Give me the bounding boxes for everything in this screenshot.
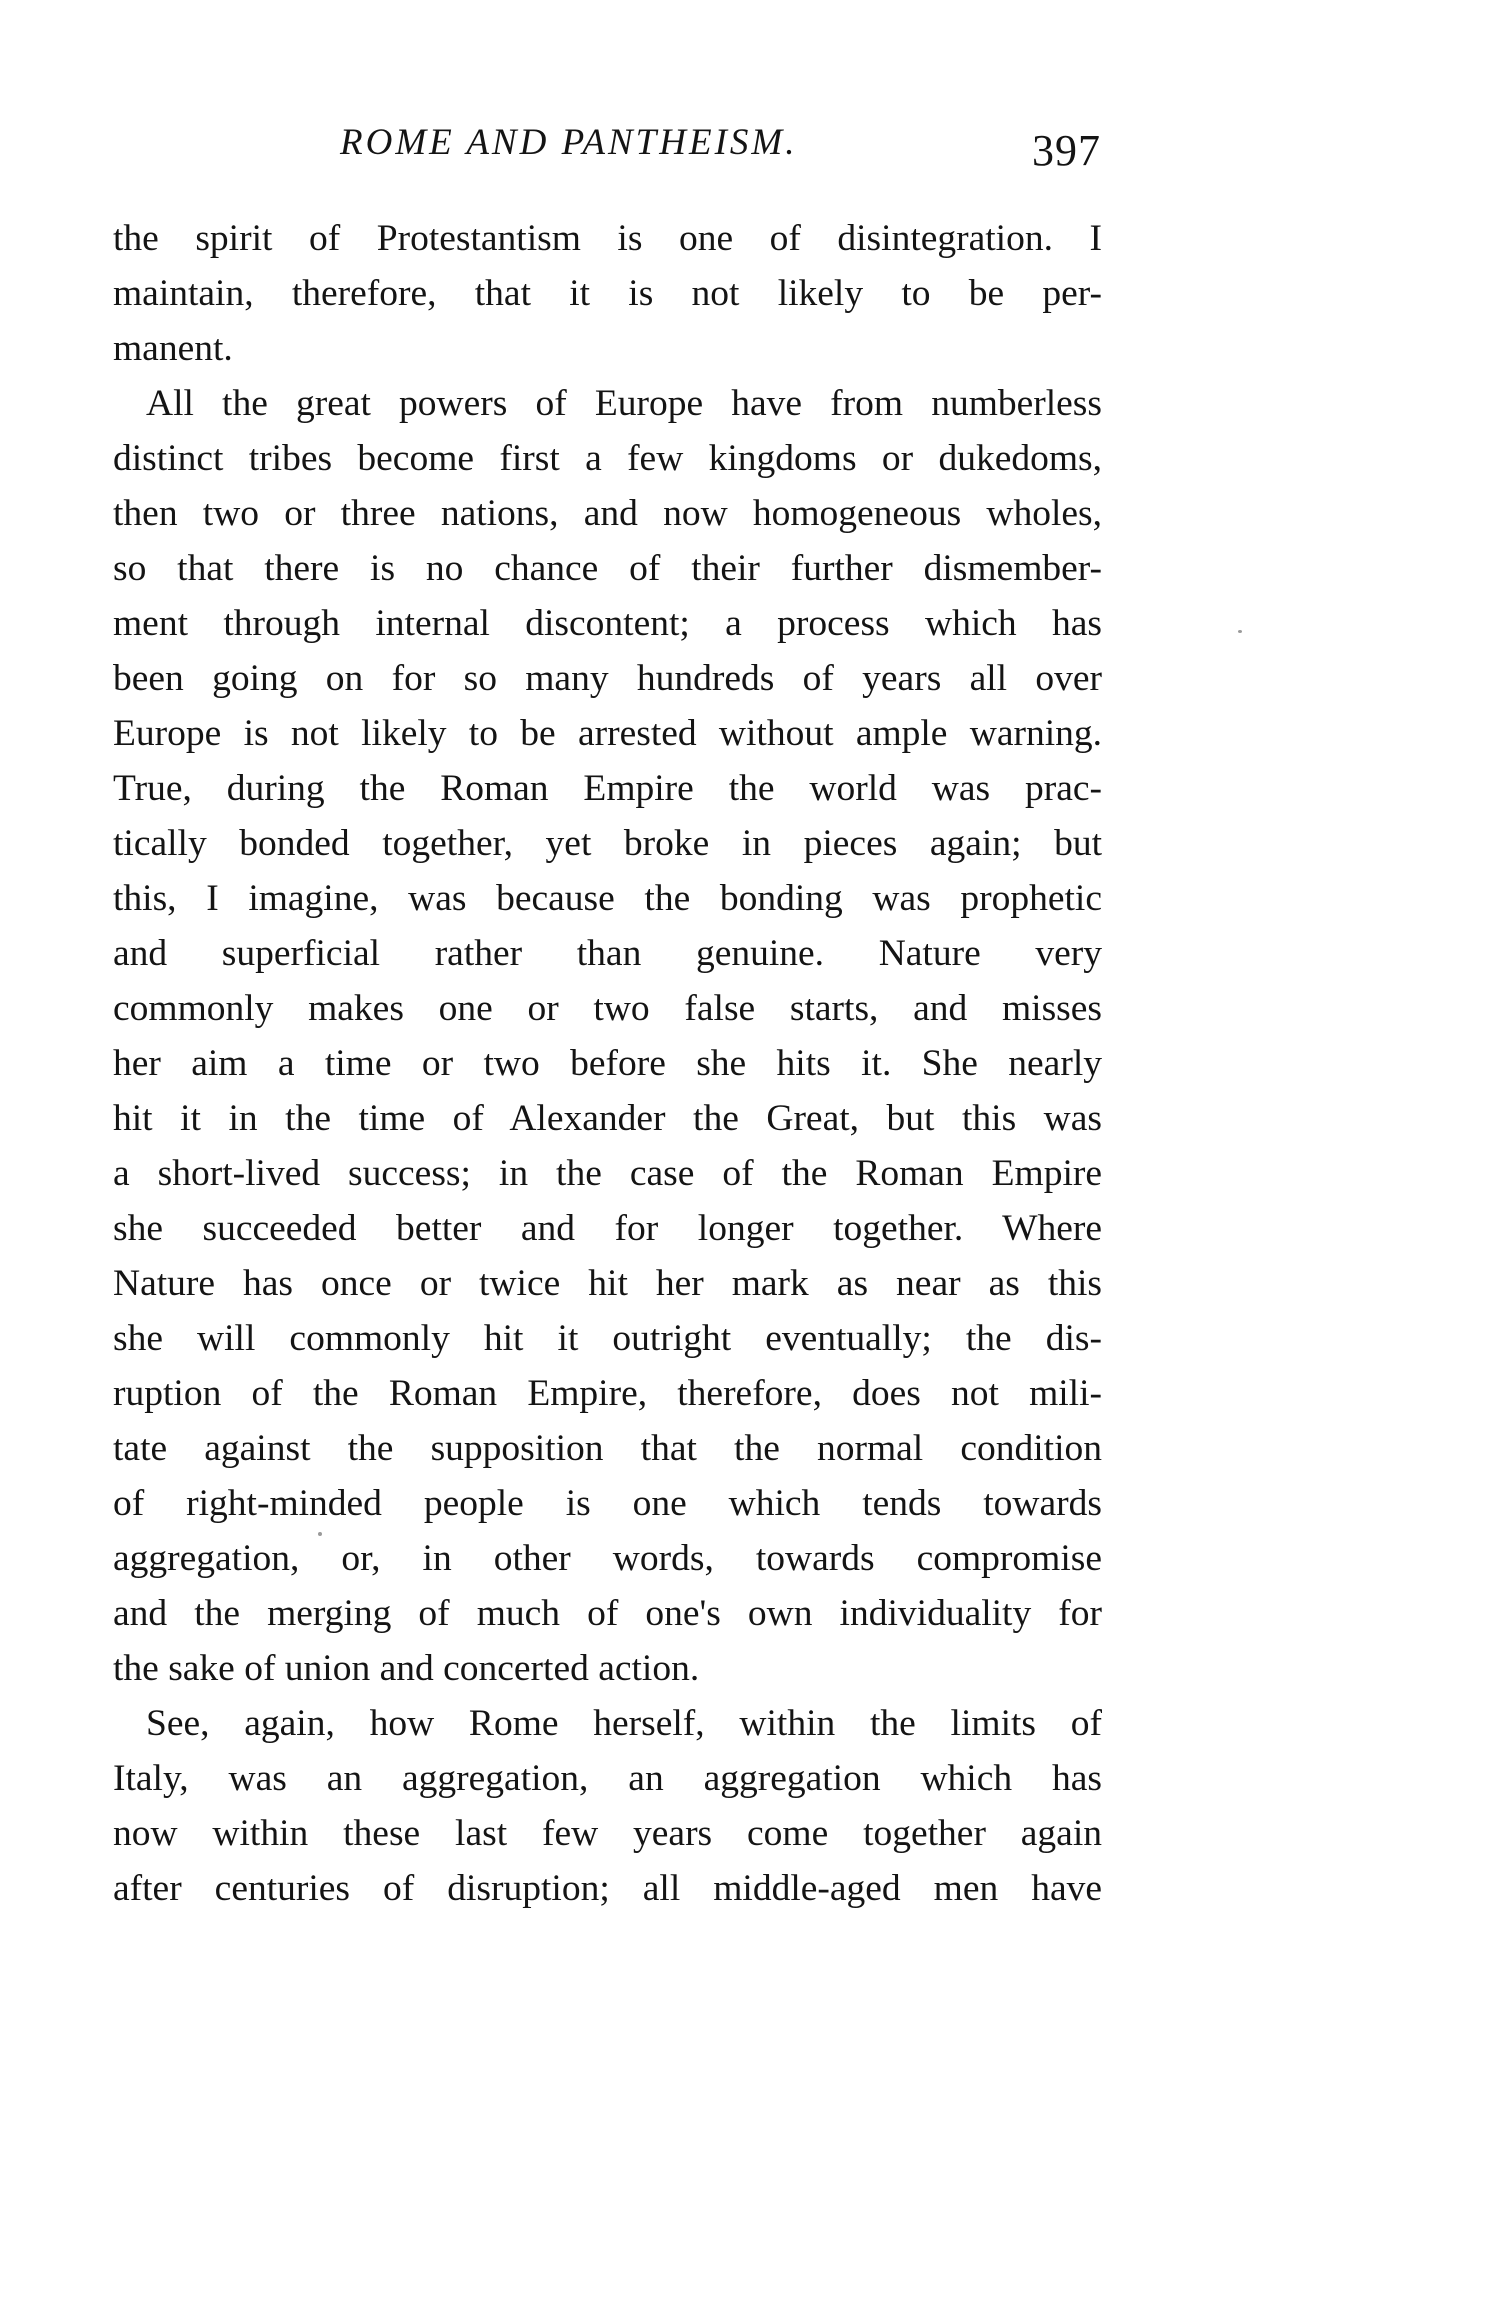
text-line: after centuries of disruption; all middle-aged men have <box>113 1868 1102 1909</box>
body-text <box>113 211 1102 1916</box>
text-line: she succeeded better and for longer together. Where <box>113 1208 1102 1249</box>
text-line: Italy, was an aggregation, an aggregation which has <box>113 1758 1102 1799</box>
text-line: been going on for so many hundreds of years all over <box>113 658 1102 699</box>
running-head-title: ROME AND PANTHEISM. <box>340 122 798 163</box>
print-speck <box>318 1532 322 1536</box>
text-line: ruption of the Roman Empire, therefore, does not mili- <box>113 1373 1102 1414</box>
text-line: the spirit of Protestantism is one of disintegration. I <box>113 218 1102 259</box>
text-line: All the great powers of Europe have from numberless <box>146 383 1102 424</box>
text-line: this, I imagine, was because the bonding was prophetic <box>113 878 1102 919</box>
text-line: a short-lived success; in the case of the Roman Empire <box>113 1153 1102 1194</box>
text-line: See, again, how Rome herself, within the limits of <box>146 1703 1102 1744</box>
text-line: the sake of union and concerted action. <box>113 1648 700 1689</box>
text-line: aggregation, or, in other words, towards compromise <box>113 1538 1102 1579</box>
paragraph <box>113 1696 1102 1916</box>
text-line: True, during the Roman Empire the world was prac- <box>113 768 1102 809</box>
paragraph <box>113 376 1102 1696</box>
text-line: commonly makes one or two false starts, and misses <box>113 988 1102 1029</box>
text-line: so that there is no chance of their further dismember- <box>113 548 1102 589</box>
text-line: tically bonded together, yet broke in pieces again; but <box>113 823 1102 864</box>
text-line: now within these last few years come together again <box>113 1813 1102 1854</box>
text-line: of right-minded people is one which tends towards <box>113 1483 1102 1524</box>
text-line: manent. <box>113 328 233 369</box>
page-number: 397 <box>1032 126 1101 175</box>
text-line: hit it in the time of Alexander the Great, but this was <box>113 1098 1102 1139</box>
text-line: distinct tribes become first a few kingdoms or dukedoms, <box>113 438 1102 479</box>
text-line: and the merging of much of one's own individuality for <box>113 1593 1102 1634</box>
paragraph <box>113 211 1102 376</box>
text-line: maintain, therefore, that it is not likely to be per- <box>113 273 1102 314</box>
text-line: she will commonly hit it outright eventually; the dis- <box>113 1318 1102 1359</box>
text-line: tate against the supposition that the normal condition <box>113 1428 1102 1469</box>
text-line: her aim a time or two before she hits it. She nearly <box>113 1043 1102 1084</box>
text-line: Europe is not likely to be arrested without ample warning. <box>113 713 1102 754</box>
print-speck <box>1238 630 1242 633</box>
text-line: ment through internal discontent; a process which has <box>113 603 1102 644</box>
text-line: then two or three nations, and now homogeneous wholes, <box>113 493 1102 534</box>
text-line: Nature has once or twice hit her mark as near as this <box>113 1263 1102 1304</box>
text-line: and superficial rather than genuine. Nature very <box>113 933 1102 974</box>
